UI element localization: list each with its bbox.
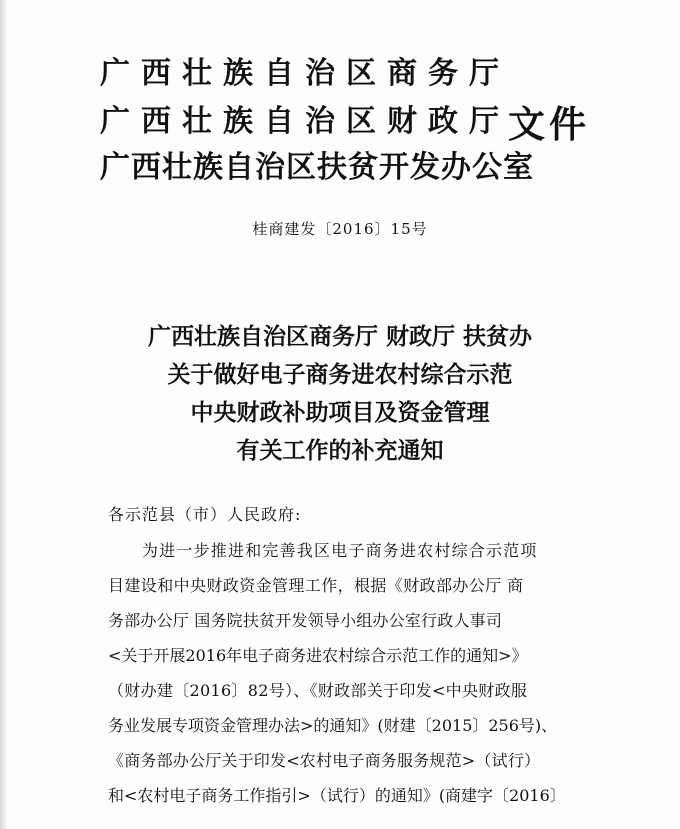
issuing-agencies-header (100, 38, 620, 188)
document-number: 桂商建发〔2016〕15号 (252, 220, 428, 238)
addressee: 各示范县（市）人民政府: (108, 505, 302, 524)
title-line-1: 广西壮族自治区商务厅 财政厅 扶贫办 (147, 323, 532, 350)
title-line-3: 中央财政补助项目及资金管理 (190, 399, 490, 426)
body-line-2: 目建设和中央财政资金管理工作，根据《财政部办公厅 商 (108, 576, 524, 595)
body-line-1: 为进一步推进和完善我区电子商务进农村综合示范项 (142, 541, 538, 560)
document-label: 文件 (508, 102, 590, 146)
agency-poverty-alleviation: 广西壮族自治区扶贫开发办公室 (100, 150, 534, 185)
body-line-4: <关于开展2016年电子商务进农村综合示范工作的通知>》 (108, 646, 528, 665)
title-line-4: 有关工作的补充通知 (236, 437, 444, 464)
body-line-5: （财办建〔2016〕82号）、《财政部关于印发<中央财政服 (108, 681, 528, 700)
title-line-2: 关于做好电子商务进农村综合示范 (167, 361, 513, 388)
body-line-6: 务业发展专项资金管理办法>的通知》(财建〔2015〕256号)、 (108, 716, 558, 735)
body-line-3: 务部办公厅 国务院扶贫开发领导小组办公室行政人事司 (108, 611, 503, 630)
body-line-7: 《商务部办公厅关于印发<农村电子商务服务规范>（试行） (108, 751, 541, 770)
agency-commerce: 广西壮族自治区商务厅 (100, 56, 510, 91)
agency-finance: 广西壮族自治区财政厅 (100, 104, 510, 139)
body-line-8: 和<农村电子商务工作指引>（试行）的通知》(商建字〔2016〕 (108, 786, 566, 805)
